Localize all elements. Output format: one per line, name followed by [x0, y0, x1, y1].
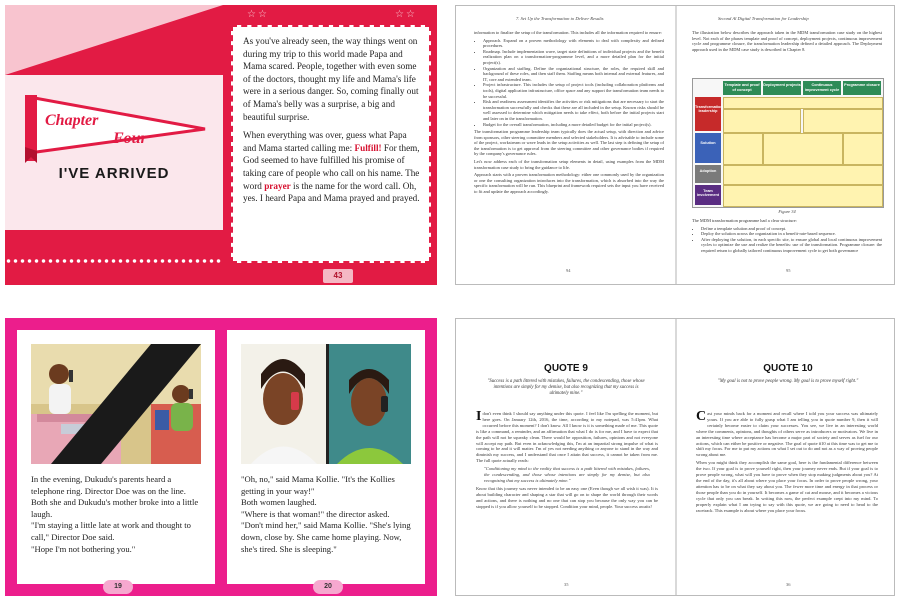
left-intro: information to finalize the setup of the transformation. This includes all the information required to ensure: — [474, 30, 662, 35]
left-paragraph-3: Let's now address each of the transformation setup elements in detail, using examples from the MDM transformation case study to bring the guidance to life. — [474, 159, 664, 170]
chapter-word-2: Four — [113, 130, 147, 147]
page-number: 35 — [564, 582, 569, 587]
page-number: 19 — [103, 580, 133, 594]
page-number: 20 — [313, 580, 343, 594]
right-column-text — [692, 218, 882, 256]
quote-paragraph — [696, 411, 878, 458]
comic-right-text — [241, 474, 413, 555]
list-item: • Project infrastructure. This includes the setup of project tools (including collaboration platforms and tools), digital application infrastructure, office space and any support the transformation team needs to be successful. — [483, 82, 664, 99]
chapter-para2-b: For them, God seemed to have fulfilled his promise of taking care of people who call on his name. The word — [243, 142, 420, 191]
diagram-header: Template and proof of concept — [723, 81, 761, 95]
diagram-cell — [723, 97, 883, 109]
list-item: • After deploying the solution, in each specific site, to ensure global and local continuous improvement cycles to optimize the use and realize the benefits: use of the transformation. Programme closure: the required return to globally tailored continuous improvement cycle to get both governance — [701, 237, 882, 254]
comic-right-page — [227, 330, 425, 584]
comic-left-page — [17, 330, 215, 584]
comic-line: "Where is that woman!" the director asked. — [241, 508, 390, 519]
quote-body — [476, 411, 658, 512]
pink-corner-triangle — [5, 5, 223, 75]
approach-diagram — [692, 78, 884, 208]
phone-call-illustration-icon — [31, 344, 201, 464]
diagram-cell — [723, 109, 801, 133]
quote-paragraph: When you might think they accomplish the same goal, here is the fundamental difference between the two. If your goal is to prove yourself right, then your journey never ends. But if your goal is to prove people wrong, what will you have to prove when they stop making judgments about you? At the end of the day, it's all about where you place your focus. In order to prove people wrong, your attention has to be on what they say about you. The fewer more time and energy in that process or those people than you do in yourself. It becomes a game of cat and mouse, and it becomes a vicious cycle that only you can break. In writing this now, the perfect example crept into my mind. To properly explain what I am trying to say with this quote, we are going to need to head to the racetrack. This example is about where you place your focus. — [696, 460, 878, 513]
diagram-cell — [723, 133, 763, 165]
page-number: 95 — [786, 268, 791, 273]
management-book-spread — [455, 5, 895, 285]
chapter-pennant-icon — [23, 93, 211, 163]
list-item: • Budget for the overall transformation, including a more detailed budget for the initial project(s). — [483, 122, 664, 128]
comic-line: "I'm staying a little late at work and thought to call," Director Doe said. — [31, 520, 191, 542]
chapter-left-page — [5, 5, 223, 285]
drop-cap: I — [476, 409, 482, 424]
drop-cap: C — [696, 409, 707, 424]
list-item: • Roadmap. Include implementation wave, target state definitions of individual projects and the benefit realization plan on a transformation-programme level, and a more detailed plan for the initial project(s). — [483, 49, 664, 66]
diagram-cell — [843, 133, 883, 165]
diagram-header: Deployment projects — [763, 81, 801, 95]
diagram-cell — [723, 185, 883, 207]
chapter-title: I'VE ARRIVED — [58, 165, 170, 182]
chapter-book-spread — [5, 5, 437, 285]
running-header-left: 7. Set Up the Transformation to Deliver Results — [516, 16, 604, 21]
quote-heading: QUOTE 9 — [544, 363, 588, 374]
chapter-paragraph-1: As you've already seen, the way things went on during my trip to this world made Papa and Mama scared. People, together with even some of the doctors, thought my life and Mama's life were in a serious danger. So, coming finally out of Mama's belly was a surprise, a big and beautiful surprise. — [243, 36, 419, 122]
diagram-row-label: Team involvement — [695, 185, 721, 205]
comic-line: "Hope I'm not bothering you." — [31, 543, 136, 554]
book-gutter — [675, 319, 677, 596]
quote-text: "Success is a path littered with mistakes, failures, the condescending, those whose intentions are simply for my demise, but also recognizing that my success is ultimately mine." — [487, 379, 645, 396]
book-gutter — [675, 6, 677, 285]
list-item: • Define a template solution and proof of concept. — [701, 226, 882, 232]
dotted-border — [5, 257, 223, 265]
star-decoration-icon: ☆☆ — [395, 9, 417, 20]
quote-paragraph-text: don't even think I should say anything under this quote. I feel like I'm spelling the moment, but here goes. On January 12th, 2016, the time, according to my notepad, was 5:41pm. What occurred before this moment? I don't know. All I know is it is something made of me. This quote is like a command, a reminder, and an affirmation that what I do is for me, and I have to expect that the path will not be squeaky clean. There would be opposition, failures, opinions and not everyone will accept my path. But even in acknowledging this, I'm at an impartial strong impulse of what is coming to be and it will matter. I'm of yes not needing anything or anyone to stand in the way and diminish my success, and I understand that once I attain that success, it cannot be taken from me. The full quote actually reads: — [476, 411, 658, 464]
comic-line: Both she and Dukudu's mother broke into a little laugh. — [31, 497, 199, 519]
list-item: • Organization and staffing. Define the organizational structure, the roles, the required skill and background of these roles, and then staff them. Staffing means both internal and external features, and IT, core and extended team. — [483, 66, 664, 83]
quotes-book-spread — [455, 318, 895, 596]
figure-caption: Figure 34 — [778, 209, 796, 214]
diagram-row-label: Transformation leadership — [695, 97, 721, 131]
star-decoration-icon: ☆☆ — [247, 9, 269, 20]
left-paragraph-4: Approach starts with a proven transformation methodology: either one commonly used by the organization or one the consulting organization introduces into the transformation, which is absorbed into the way the specific transformation will be run. This blueprint and framework required sets the input you have received to fit and update the approach accordingly. — [474, 172, 664, 195]
comic-left-text — [31, 474, 203, 555]
chapter-body-text — [243, 35, 421, 211]
running-header-right: Second Al Digital Transformation for Leadership — [718, 16, 809, 21]
diagram-row-label: Solution — [695, 133, 721, 163]
quote-paragraph: Know that this journey was never intended to be an easy one (Even though we all wish it was). It is about building character and shaping a star that will go on to shape the world through their words and actions, and there is nothing and no one that can stop you because the only way you can be stopped is if you allow yourself to be stopped. Condition your mind, people. Your success awaits! — [476, 485, 658, 509]
diagram-cell — [763, 133, 843, 165]
diagram-cell — [723, 165, 883, 185]
left-bullet-list — [474, 38, 664, 128]
quote-body — [696, 411, 878, 515]
list-item: • Risk and readiness assessment identifies the activities or risk mitigations that are necessary to start the transformation successfully and checks that these are all included in the setup. Known risks should be well assessed to determine which mitigation needs to take effect, both before the initial projects start and later on in the transformation. — [483, 99, 664, 121]
page-number: 43 — [323, 269, 353, 283]
page-number: 36 — [786, 582, 791, 587]
diagram-header: Programme closure — [843, 81, 881, 95]
comic-line: Both women laughed. — [241, 497, 317, 508]
right-paragraph: The MDM transformation programme had a clear structure: — [692, 218, 797, 223]
highlight-word-prayer: prayer — [264, 180, 291, 191]
list-item: • Approach. Expand on a proven methodology with elements to deal with complexity and defined procedures. — [483, 38, 664, 49]
chapter-paragraph-2 — [243, 129, 421, 205]
chapter-word-1: Chapter — [45, 112, 99, 129]
chapter-para2-c: is the name for the word call. Oh, yes. I heard Papa and Mama prayed and prayed. — [243, 180, 420, 204]
comic-line: "Don't mind her," said Mama Kollie. "She's lying down, close by. She came home playing. Now, she's tired. She is sleeping." — [241, 520, 411, 554]
comic-book-spread — [5, 318, 437, 596]
highlight-word-fulfill: Fulfill! — [354, 142, 382, 153]
chapter-para2-a: When everything was over, guess what Papa and Mama started calling me: — [243, 130, 407, 153]
quote-heading: QUOTE 10 — [763, 363, 813, 374]
quote-paragraph-text: ast your minds back for a moment and recall where I told you your success was ultimately yours. If you are able to fully grasp what I am telling you in quote number 9, then it will certainly become easier to claim your successes. You see, we live in an interesting world where the comments, opinions, and thoughts of others serve as introducers or motivators. We live in an interesting time where acceptance has become a major part of society and serves as fuel for our actions, which can either be positive or negative. The goal of quote #10 at this time was to get me to shift my focus. For me to put my actions on what I set out to do and not as a way of proving people wrong about me. — [696, 411, 878, 458]
two-women-on-phone-icon — [241, 344, 411, 464]
diagram-row-label: Adoption — [695, 165, 721, 183]
right-intro-text: The illustration below describes the approach taken in the MDM transformation case study on the highest level. Not each of the phases template and proof of concept, deployment projects, continuous improvement cycle and programme closure, the transformation leadership defined a detailed approach. The Deployment approach used in the MDM case study is described in Chapter 8. — [692, 30, 882, 52]
left-paragraph-2: The transformation programme leadership team typically does the actual setup, with direction and advice from sponsors, other steering committee members and selected stakeholders. It is advisable to include some of the project, workstream or wave leads in the setup activities as well. The last step is defining the setup of the transformation is to get approval from the steering committee and other governance bodies if required by the company's governance rules. — [474, 129, 664, 157]
page-number: 94 — [566, 268, 571, 273]
diagram-header: Continuous improvement cycle — [803, 81, 841, 95]
left-column-text — [474, 30, 664, 197]
comic-line: "Oh, no," said Mama Kollie. "It's the Kollies getting in your way!" — [241, 474, 395, 496]
diagram-cell — [803, 109, 883, 133]
quote-paragraph: "Conditioning my mind to the reality that success is a path littered with mistakes, failures, the condescending, and those whose intentions are simply for my demise, but also recognizing that my success is ultimately mine." — [484, 466, 650, 483]
quote-paragraph — [476, 411, 658, 464]
list-item: • Deploy the solution across the organization in a benefit-rate-based sequence. — [701, 231, 882, 237]
right-bullet-list — [692, 226, 882, 254]
comic-line: In the evening, Dukudu's parents heard a telephone ring. Director Doe was on the line. — [31, 474, 186, 496]
quote-text: "My goal is not to prove people wrong. My goal is to prove myself right." — [717, 379, 859, 384]
